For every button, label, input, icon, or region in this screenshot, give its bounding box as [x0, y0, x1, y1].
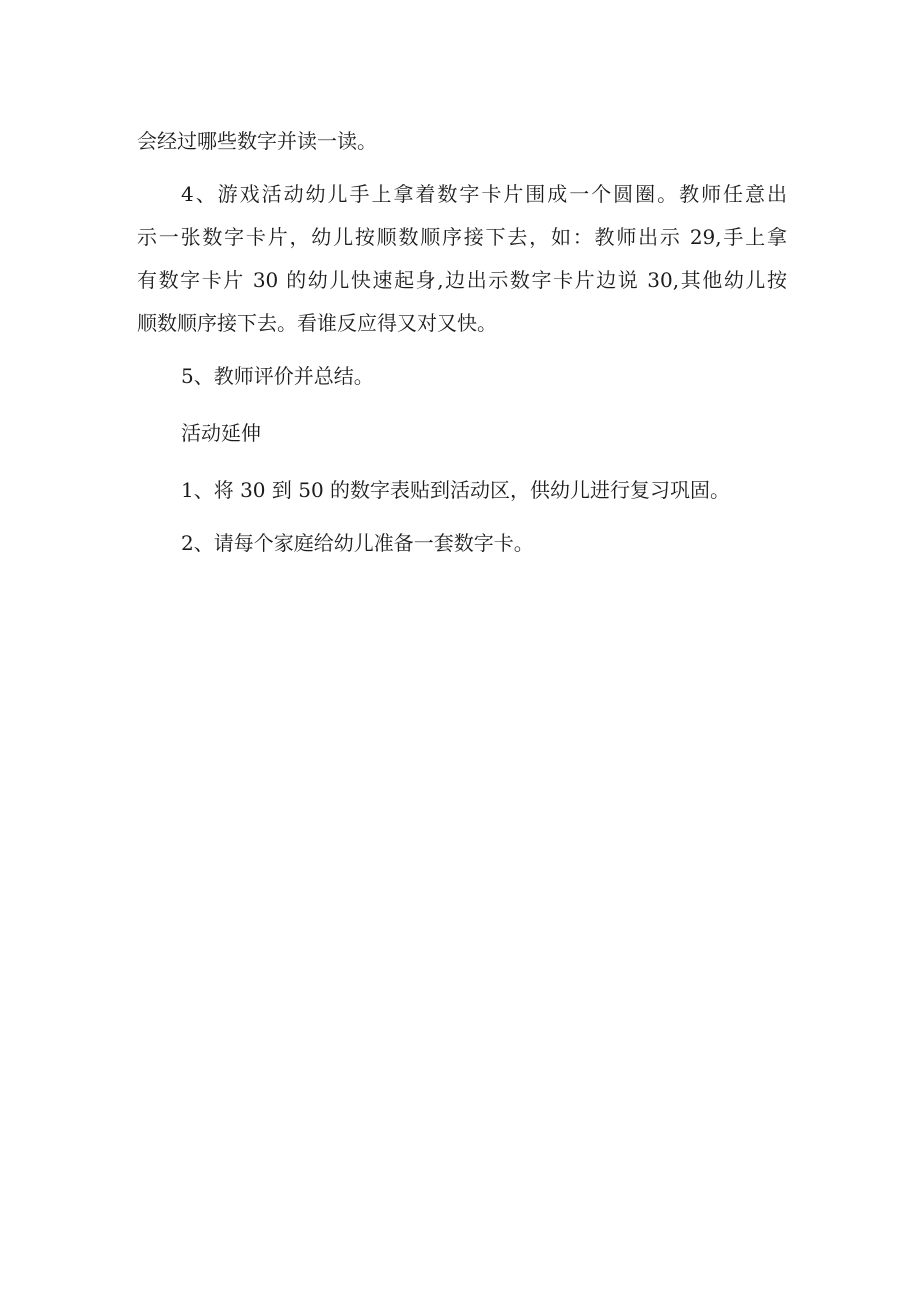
paragraph-line: 会经过哪些数字并读一读。: [137, 129, 377, 153]
paragraph-line: 顺数顺序接下去。看谁反应得又对又快。: [137, 311, 497, 335]
paragraph-line: 5、教师评价并总结。: [181, 364, 374, 388]
paragraph-line: 4、游戏活动幼儿手上拿着数字卡片围成一个圆圈。教师任意出: [181, 182, 787, 206]
section-heading: 活动延伸: [181, 421, 261, 445]
document-body: [137, 120, 787, 565]
paragraph-line: 示一张数字卡片，幼儿按顺数顺序接下去，如：教师出示 29,手上拿: [137, 225, 787, 249]
list-item: 1、将 30 到 50 的数字表贴到活动区，供幼儿进行复习巩固。: [181, 478, 731, 502]
list-item: 2、请每个家庭给幼儿准备一套数字卡。: [181, 531, 534, 555]
paragraph-line: 有数字卡片 30 的幼儿快速起身,边出示数字卡片边说 30,其他幼儿按: [137, 268, 787, 292]
